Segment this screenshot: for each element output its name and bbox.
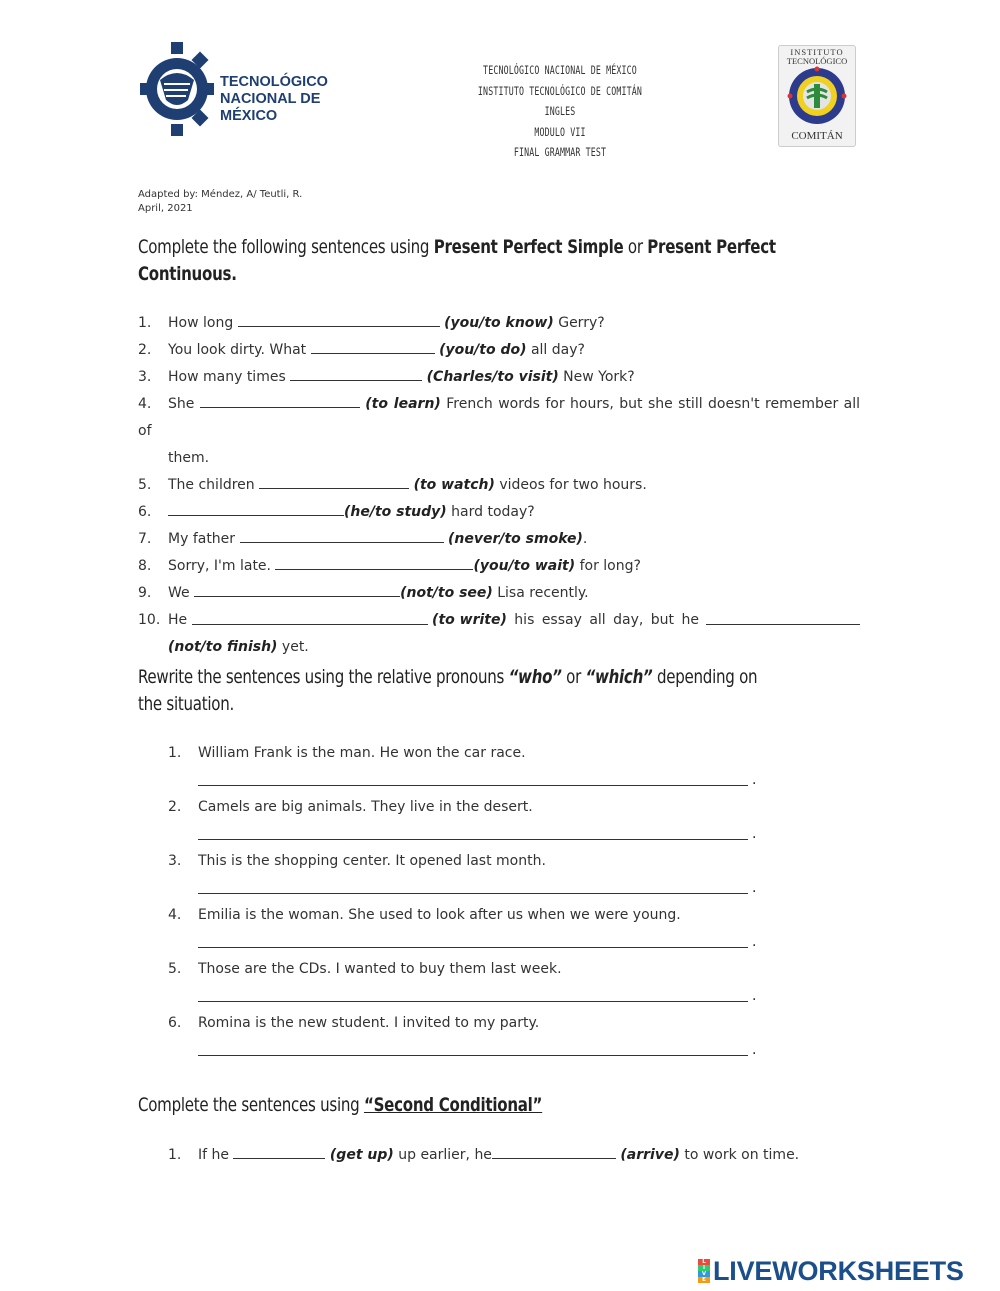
item-text: up earlier, he — [393, 1147, 492, 1163]
item-number: 1. — [168, 1147, 182, 1163]
heading-text: or — [561, 666, 586, 688]
list-item — [138, 364, 860, 391]
header-line: TECNOLÓGICO NACIONAL DE MÉXICO — [483, 63, 637, 77]
verb-cue: (you/to wait) — [473, 558, 576, 574]
seal-top-text: INSTITUTO — [790, 47, 844, 57]
verb-cue: (never/to smoke) — [447, 531, 583, 547]
item-text: You look dirty. What — [168, 342, 311, 358]
answer-line[interactable] — [198, 784, 748, 786]
verb-cue: (get up) — [329, 1147, 394, 1163]
answer-blank[interactable] — [275, 558, 473, 570]
line-end-period: . — [752, 988, 757, 1004]
item-text: The children — [168, 477, 260, 493]
item-number: 6. — [168, 1015, 182, 1031]
answer-blank[interactable] — [194, 585, 400, 597]
item-text: He — [168, 612, 192, 628]
heading-text: the situation. — [138, 693, 235, 715]
answer-blank[interactable] — [168, 504, 344, 516]
answer-blank[interactable] — [311, 342, 435, 354]
item-text: My father — [168, 531, 240, 547]
verb-cue: (not/to finish) — [168, 639, 278, 655]
item-text: hard today? — [446, 504, 535, 520]
heading-text: or — [623, 236, 648, 258]
answer-blank[interactable] — [706, 613, 860, 625]
brand-name: LIVEWORKSHEETS — [713, 1255, 964, 1286]
item-text: This is the shopping center. It opened last month. — [198, 853, 546, 869]
item-text: yet. — [277, 639, 309, 655]
badge-letter: V — [698, 1271, 710, 1277]
item-number: 4. — [138, 396, 152, 412]
item-text: How long — [168, 315, 238, 331]
answer-line[interactable] — [198, 892, 748, 894]
answer-blank[interactable] — [238, 315, 440, 327]
item-text: We — [168, 585, 195, 601]
liveworksheets-logo[interactable] — [698, 1256, 964, 1286]
item-text: Camels are big animals. They live in the desert. — [198, 799, 533, 815]
gear-emblem-icon — [138, 40, 216, 138]
header-line: INGLES — [544, 104, 576, 118]
section1-heading — [138, 234, 860, 288]
item-number: 1. — [168, 745, 182, 761]
list-item — [138, 499, 860, 526]
heading-text: depending on — [652, 666, 758, 688]
answer-blank[interactable] — [192, 613, 428, 625]
verb-cue: (to learn) — [365, 396, 441, 412]
header-center-block — [466, 60, 653, 163]
item-text: She — [168, 396, 200, 412]
item-number: 7. — [138, 531, 152, 547]
list-item — [138, 337, 860, 364]
badge-letter: E — [698, 1277, 710, 1283]
item-number: 6. — [138, 504, 152, 520]
item-text: Lisa recently. — [492, 585, 589, 601]
answer-blank[interactable] — [240, 531, 444, 543]
list-item — [168, 956, 768, 1010]
header-line: FINAL GRAMMAR TEST — [513, 145, 607, 159]
item-text: all day? — [526, 342, 585, 358]
list-item — [168, 848, 768, 902]
section3-item — [168, 1142, 868, 1169]
line-end-period: . — [752, 880, 757, 896]
item-number: 3. — [138, 369, 152, 385]
list-item — [168, 1010, 768, 1064]
header-line: MODULO VII — [534, 124, 586, 139]
heading-text: Complete the following sentences using — [138, 236, 434, 258]
section2-heading — [138, 664, 860, 718]
item-text: William Frank is the man. He won the car race. — [198, 745, 526, 761]
heading-bold: Present Perfect — [647, 236, 776, 258]
heading-underlined: “Second Conditional” — [363, 1094, 543, 1116]
verb-cue: (you/to know) — [444, 315, 554, 331]
badge-letter: I — [698, 1265, 710, 1271]
heading-text: Complete the sentences using — [138, 1094, 364, 1116]
item-number: 4. — [168, 907, 182, 923]
item-text: Emilia is the woman. She used to look after us when we were young. — [198, 907, 681, 923]
item-text: Sorry, I'm late. — [168, 558, 276, 574]
item-number: 5. — [168, 961, 182, 977]
answer-line[interactable] — [198, 946, 748, 948]
heading-text: Rewrite the sentences using the relative pronouns — [138, 666, 509, 688]
list-item — [138, 553, 860, 580]
answer-line[interactable] — [198, 1054, 748, 1056]
verb-cue: (you/to do) — [439, 342, 527, 358]
list-item-continuation — [138, 445, 860, 472]
list-item — [138, 472, 860, 499]
heading-bold: Present Perfect Simple — [433, 236, 624, 258]
item-number: 2. — [138, 342, 152, 358]
item-number: 2. — [168, 799, 182, 815]
item-number: 5. — [138, 477, 152, 493]
section1-list — [138, 310, 860, 661]
logo-text-line1: TECNOLÓGICO — [220, 74, 328, 90]
verb-cue: (he/to study) — [344, 504, 447, 520]
item-number: 10. — [138, 612, 161, 628]
section2-list — [168, 740, 768, 1064]
item-number: 3. — [168, 853, 182, 869]
list-item — [168, 794, 768, 848]
item-number: 9. — [138, 585, 152, 601]
line-end-period: . — [752, 934, 757, 950]
line-end-period: . — [752, 826, 757, 842]
answer-blank[interactable] — [200, 396, 360, 408]
item-text: New York? — [558, 369, 635, 385]
logo-text-line2: NACIONAL DE MÉXICO — [220, 91, 321, 124]
list-item — [138, 310, 860, 337]
item-number: 1. — [138, 315, 152, 331]
answer-blank[interactable] — [492, 1147, 616, 1159]
verb-cue: (not/to see) — [400, 585, 493, 601]
item-text: Romina is the new student. I invited to my party. — [198, 1015, 540, 1031]
list-item — [168, 740, 768, 794]
item-text: How many times — [168, 369, 291, 385]
item-text: videos for two hours. — [494, 477, 647, 493]
answer-line[interactable] — [198, 838, 748, 840]
verb-cue: (Charles/to visit) — [426, 369, 559, 385]
verb-cue: (to watch) — [413, 477, 495, 493]
institute-seal — [778, 45, 856, 147]
adapted-by: Adapted by: Méndez, A/ Teutli, R. — [138, 189, 303, 200]
list-item — [138, 391, 860, 445]
list-item — [138, 607, 860, 634]
item-text: them. — [168, 450, 210, 466]
item-number: 8. — [138, 558, 152, 574]
heading-bold: Continuous. — [138, 263, 237, 285]
seal-emblem-icon — [787, 66, 847, 126]
date: April, 2021 — [138, 203, 193, 214]
verb-cue: (arrive) — [620, 1147, 680, 1163]
line-end-period: . — [752, 772, 757, 788]
item-text: If he — [198, 1147, 234, 1163]
section3-heading — [138, 1092, 860, 1119]
seal-bottom-text: COMITÁN — [791, 130, 843, 142]
verb-cue: (to write) — [432, 612, 507, 628]
answer-line[interactable] — [198, 1000, 748, 1002]
item-text: for long? — [575, 558, 641, 574]
item-text: to work on time. — [679, 1147, 800, 1163]
item-text: . — [582, 531, 588, 547]
answer-blank[interactable] — [290, 369, 422, 381]
tecnm-logo — [138, 40, 368, 140]
list-item — [138, 526, 860, 553]
answer-blank[interactable] — [259, 477, 409, 489]
adapted-by-block — [138, 188, 302, 216]
heading-quote: “which” — [585, 666, 653, 688]
live-badge-icon — [698, 1259, 710, 1283]
list-item-continuation — [138, 634, 860, 661]
seal-top-text-2: TECNOLÓGICO — [786, 56, 848, 66]
item-text: French words for hours, but she still doesn't remember all of — [138, 396, 861, 439]
item-text: his essay all day, but he — [506, 612, 707, 628]
list-item — [168, 902, 768, 956]
item-text: Gerry? — [553, 315, 605, 331]
heading-quote: “who” — [508, 666, 562, 688]
list-item — [138, 580, 860, 607]
header-line: INSTITUTO TECNOLÓGICO DE COMITÁN — [477, 83, 643, 98]
line-end-period: . — [752, 1042, 757, 1058]
answer-blank[interactable] — [233, 1147, 325, 1159]
item-text: Those are the CDs. I wanted to buy them last week. — [198, 961, 562, 977]
badge-letter: L — [698, 1259, 710, 1265]
